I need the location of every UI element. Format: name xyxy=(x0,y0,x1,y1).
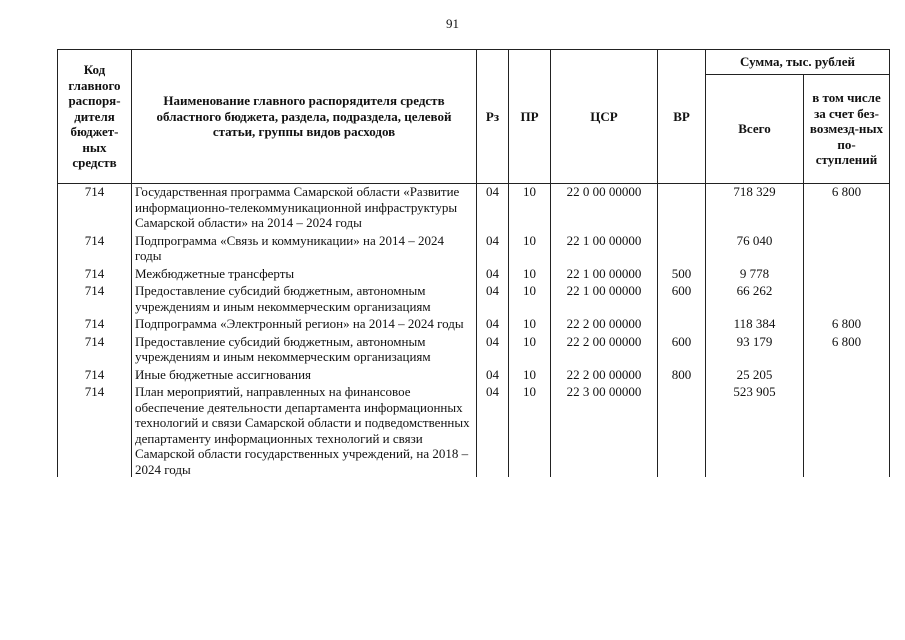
budget-table xyxy=(57,49,890,477)
row-grants: 6 800 xyxy=(804,316,890,334)
row-grants: 6 800 xyxy=(804,184,890,233)
table-body xyxy=(58,184,890,478)
header-name: Наименование главного распорядителя средств областного бюджета, раздела, подраздела, целевой статьи, группы видов расходов xyxy=(132,50,477,184)
row-code: 714 xyxy=(58,266,132,284)
row-code: 714 xyxy=(58,384,132,477)
header-sum: Сумма, тыс. рублей xyxy=(706,50,890,75)
table-row xyxy=(58,367,890,385)
table-row xyxy=(58,266,890,284)
row-csr: 22 1 00 00000 xyxy=(551,283,658,316)
row-code: 714 xyxy=(58,283,132,316)
table-header xyxy=(58,50,890,184)
row-rz: 04 xyxy=(477,367,509,385)
row-name: Предоставление субсидий бюджетным, автономным учреждениям и иным некоммерческим организациям xyxy=(132,334,477,367)
row-vr: 800 xyxy=(658,367,706,385)
row-csr: 22 2 00 00000 xyxy=(551,367,658,385)
row-total: 25 205 xyxy=(706,367,804,385)
row-name: Подпрограмма «Электронный регион» на 2014 – 2024 годы xyxy=(132,316,477,334)
row-pr: 10 xyxy=(509,367,551,385)
row-csr: 22 2 00 00000 xyxy=(551,316,658,334)
header-grants: в том числе за счет без-возмезд-ных по-ступлений xyxy=(804,75,890,184)
row-total: 66 262 xyxy=(706,283,804,316)
page-number: 91 xyxy=(446,16,459,31)
table-row xyxy=(58,233,890,266)
header-pr: ПР xyxy=(509,50,551,184)
table-row xyxy=(58,334,890,367)
row-rz: 04 xyxy=(477,266,509,284)
row-name: Предоставление субсидий бюджетным, автономным учреждениям и иным некоммерческим организациям xyxy=(132,283,477,316)
row-grants xyxy=(804,266,890,284)
row-csr: 22 3 00 00000 xyxy=(551,384,658,477)
row-vr: 600 xyxy=(658,283,706,316)
row-code: 714 xyxy=(58,334,132,367)
table-row xyxy=(58,184,890,233)
row-vr xyxy=(658,316,706,334)
row-grants: 6 800 xyxy=(804,334,890,367)
row-code: 714 xyxy=(58,233,132,266)
row-pr: 10 xyxy=(509,334,551,367)
row-rz: 04 xyxy=(477,316,509,334)
header-csr: ЦСР xyxy=(551,50,658,184)
row-name: Государственная программа Самарской области «Развитие информационно-телекоммуникационной инфраструктуры Самарской области» на 2014 – 2024 годы xyxy=(132,184,477,233)
row-total: 718 329 xyxy=(706,184,804,233)
row-pr: 10 xyxy=(509,316,551,334)
row-vr: 600 xyxy=(658,334,706,367)
row-code: 714 xyxy=(58,316,132,334)
row-pr: 10 xyxy=(509,233,551,266)
row-vr xyxy=(658,384,706,477)
row-rz: 04 xyxy=(477,283,509,316)
row-code: 714 xyxy=(58,367,132,385)
row-csr: 22 1 00 00000 xyxy=(551,233,658,266)
row-csr: 22 2 00 00000 xyxy=(551,334,658,367)
row-grants xyxy=(804,283,890,316)
row-name: План мероприятий, направленных на финансовое обеспечение деятельности департамента информационных технологий и связи Самарской области и подведомственных департаменту информационных технологий и связи Самарской области государственных учреждений, на 2018 – 2024 годы xyxy=(132,384,477,477)
table-row xyxy=(58,384,890,477)
row-grants xyxy=(804,233,890,266)
header-total: Всего xyxy=(706,75,804,184)
row-vr: 500 xyxy=(658,266,706,284)
row-total: 118 384 xyxy=(706,316,804,334)
row-grants xyxy=(804,367,890,385)
row-csr: 22 1 00 00000 xyxy=(551,266,658,284)
table-row xyxy=(58,316,890,334)
row-pr: 10 xyxy=(509,184,551,233)
row-grants xyxy=(804,384,890,477)
row-total: 93 179 xyxy=(706,334,804,367)
row-name: Межбюджетные трансферты xyxy=(132,266,477,284)
row-code: 714 xyxy=(58,184,132,233)
header-vr: ВР xyxy=(658,50,706,184)
table-row xyxy=(58,283,890,316)
row-pr: 10 xyxy=(509,283,551,316)
row-pr: 10 xyxy=(509,384,551,477)
row-vr xyxy=(658,184,706,233)
row-name: Подпрограмма «Связь и коммуникации» на 2014 – 2024 годы xyxy=(132,233,477,266)
row-name: Иные бюджетные ассигнования xyxy=(132,367,477,385)
row-vr xyxy=(658,233,706,266)
row-csr: 22 0 00 00000 xyxy=(551,184,658,233)
header-rz: Рз xyxy=(477,50,509,184)
row-pr: 10 xyxy=(509,266,551,284)
header-code: Код главного распоря-дителя бюджет-ных средств xyxy=(58,50,132,184)
row-total: 523 905 xyxy=(706,384,804,477)
row-total: 9 778 xyxy=(706,266,804,284)
row-rz: 04 xyxy=(477,184,509,233)
row-rz: 04 xyxy=(477,334,509,367)
row-total: 76 040 xyxy=(706,233,804,266)
row-rz: 04 xyxy=(477,384,509,477)
row-rz: 04 xyxy=(477,233,509,266)
